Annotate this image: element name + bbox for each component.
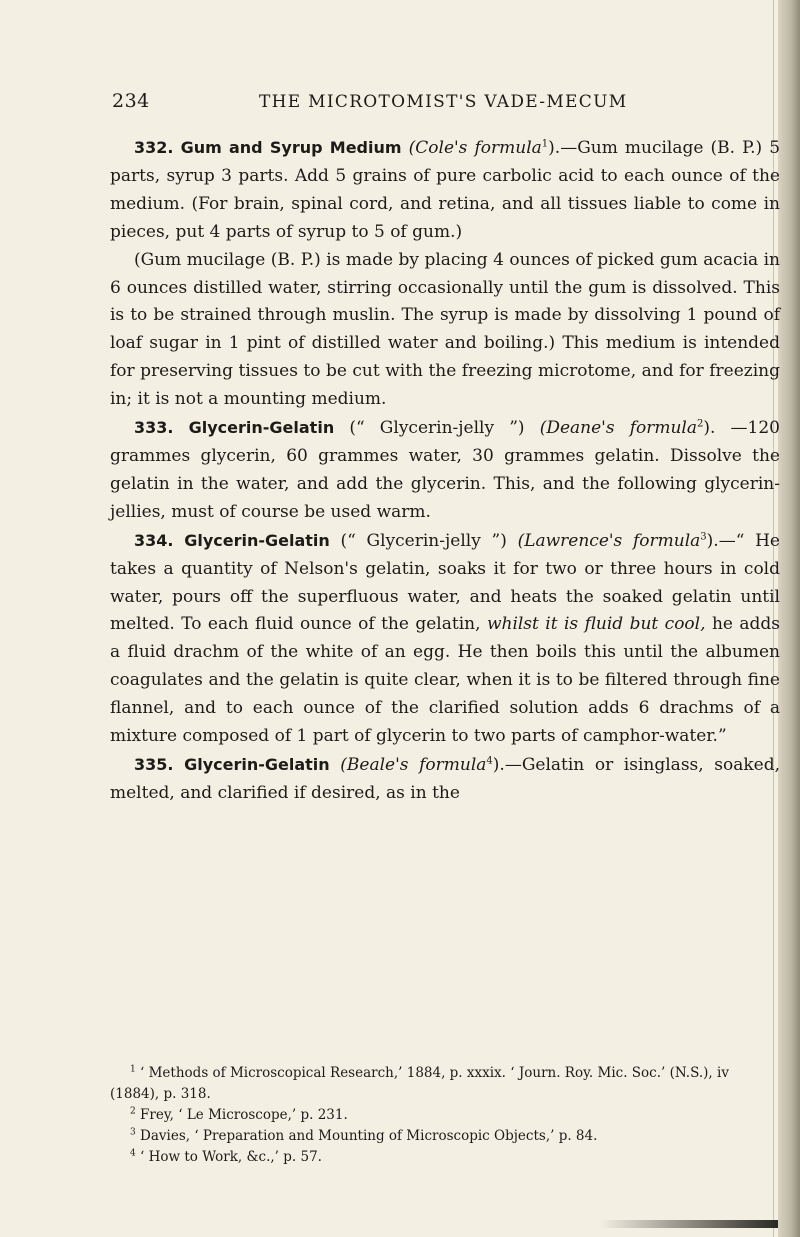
entry-number: 333. [134,418,174,438]
entry-alias: (“ Glycerin-jelly ”) [349,418,525,439]
footnote-ref: 1 [541,138,549,150]
entry-formula: (Deane's formula [539,418,697,439]
footnote-text: ‘ How to Work, &c.,’ p. 57. [140,1149,322,1165]
footnotes [110,1063,780,1168]
entry-formula: (Lawrence's formula [517,530,701,551]
page-edge-shadow [600,1220,778,1228]
entry-text: ).—Gum mucilage (B. P.) 5 parts, syrup 3 parts. Add 5 grains of pure carbolic acid to each ounce of the medium. (For brain, spinal cord, and retina, and all tissues liable to come in pieces, put 4 parts of syrup to 5 of gum.) [110,138,781,242]
page-header [112,90,772,120]
footnote-mark: 4 [130,1148,136,1159]
entry-332 [110,134,780,247]
footnote [110,1105,780,1126]
footnote [110,1063,780,1105]
entry-text: ).—Gelatin or isinglass, soaked, melted, and clarified if desired, as in the [110,754,781,803]
entry-heading: Glycerin-Gelatin [184,754,330,774]
entry-heading: Gum and Syrup Medium [180,138,402,157]
footnote-text: ‘ Methods of Microscopical Research,’ 1884, p. xxxix. ‘ Journ. Roy. Mic. Soc.’ (N.S.), iv (1884), p. 318. [110,1065,729,1102]
footnote-ref: 3 [700,531,707,543]
entry-335 [110,751,780,808]
running-title: THE MICROTOMIST'S VADE-MECUM [259,92,628,112]
page-body [110,134,780,808]
footnote-ref: 2 [697,418,704,430]
entry-332-continuation: (Gum mucilage (B. P.) is made by placing 4 ounces of picked gum acacia in 6 ounces distilled water, stirring occasionally until the gum is dissolved. This is to be strained through muslin. The syrup is made by dissolving 1 pound of loaf sugar in 1 pint of distilled water and boiling.) This medium is intended for preserving tissues to be cut with the freezing microtome, and for freezing in; it is not a mounting medium. [110,249,780,410]
entry-333 [110,414,780,527]
entry-text: he adds a fluid drachm of the white of an egg. He then boils this until the albumen coagulates and the gelatin is quite clear, when it is to be filtered through fine flannel, and to each ounce of the clarified solution adds 6 drachms of a mixture composed of 1 part of glycerin to two parts of camphor-water.” [110,614,781,747]
entry-alias: (“ Glycerin-jelly ”) [340,530,507,551]
entry-334 [110,527,780,751]
entry-formula: (Cole's formula [408,138,542,158]
page-number: 234 [112,90,150,112]
book-spine-edge [778,0,800,1237]
entry-number: 334. [134,530,174,550]
entry-formula: (Beale's formula [340,754,487,775]
entry-heading: Glycerin-Gelatin [184,530,330,550]
entry-text: ). —120 grammes glycerin, 60 grammes water, 30 grammes gelatin. Dissolve the gelatin in the water, and add the glycerin. This, and the following glycerin-jellies, must of course be used warm. [110,418,780,522]
entry-text: ).—“ He takes a quantity of Nelson's gelatin, soaks it for two or three hours in cold water, pours off the superfluous water, and heats the soaked gelatin until melted. To each fluid ounce of the gelatin, [110,530,780,635]
entry-number: 332. [134,138,174,157]
entry-number: 335. [134,754,174,774]
footnote [110,1126,780,1147]
entry-heading: Glycerin-Gelatin [188,418,335,438]
footnote-mark: 3 [130,1127,136,1138]
footnote-mark: 1 [130,1064,136,1075]
entry-emphasis: whilst it is fluid but cool, [486,614,706,635]
footnote-mark: 2 [130,1106,136,1117]
footnote-ref: 4 [486,755,493,767]
footnote-text: Davies, ‘ Preparation and Mounting of Microscopic Objects,’ p. 84. [140,1128,598,1144]
footnote [110,1147,780,1168]
footnote-text: Frey, ‘ Le Microscope,’ p. 231. [140,1107,348,1123]
